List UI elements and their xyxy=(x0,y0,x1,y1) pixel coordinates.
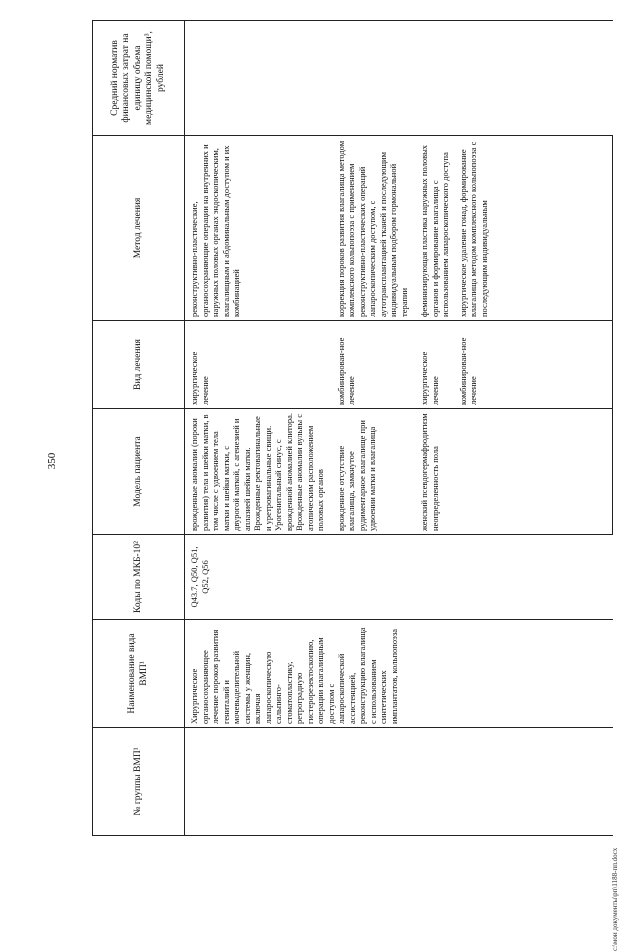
patient-model-cell: врожденные аномалии (пороки развития) тела и шейки матки, в том числе с удвоением тела матки и шейки матки, с двурогой маткой, с агенезией и аплазией шейки матки. Врожденные ректовагинальные и уретровагинальные свищи. Урогенитальный синус, с врожденной аномалией клитора. Врожденные аномалии вульвы с атопическим расположением половых органов xyxy=(185,409,327,535)
patient-model-cell: женский псевдогермафродитизм неопределенность пола xyxy=(418,409,452,535)
header-treatment-method: Метод лечения xyxy=(93,136,185,321)
header-mkb-codes: Коды по МКБ-10² xyxy=(93,535,185,620)
treatment-method-cell: хирургическое удаление гонад, формирование влагалища методом комплексного кольпопоэза с последующим индивидуальным xyxy=(452,136,491,321)
header-patient-model: Модель пациента xyxy=(93,409,185,535)
mkb-codes-cell: Q43.7, Q50, Q51, Q52, Q56 xyxy=(185,535,613,620)
treatment-method-cell: феминизирующая пластика наружных половых органов и формирование влагалища с использованием лапароскопического доступа xyxy=(418,136,452,321)
group-number-cell xyxy=(185,728,613,836)
header-cost: Средний норматив финансовых затрат на единицу объема медицинской помощи³, рублей xyxy=(93,21,185,136)
vmp-table xyxy=(92,20,613,836)
table-row xyxy=(185,21,327,836)
rotated-page-content xyxy=(92,21,542,836)
rotated-page-inner xyxy=(92,21,542,836)
page-number: 350 xyxy=(46,452,58,470)
treatment-method-cell: реконструктивно-пластические, органосохраняющие операции на внутренних и наружных половых органах эндоскопическим, влагалищным и абдоминальным доступом и их комбинацией xyxy=(185,136,327,321)
header-vmp-name: Наименование вида ВМП¹ xyxy=(93,620,185,728)
treatment-type-cell: хирургическое лечение xyxy=(418,321,452,409)
treatment-type-cell: комбинирован-ное лечение xyxy=(452,321,491,409)
table-header-row xyxy=(93,21,185,836)
vmp-name-cell: Хирургическое органосохраняющее лечение пороков развития гениталий и мочевыделительной системы у женщин, включая лапароскопическую сальпинго-стоматопластику, ретроградную гистерорезектоскопию, операции влагалищным доступом с лапароскопической ассистенцией, реконструкцию влагалища с использованием синтетических имплантатов, кольпопоэза xyxy=(185,620,613,728)
patient-model-cell xyxy=(452,409,491,535)
footer-file-path: c:\мои документы\рп\1188-пп.docx xyxy=(611,847,619,951)
treatment-method-cell: коррекция пороков развития влагалища методом комплексного кольпопоэза с применением реконструктивно-пластических операций лапароскопическим доступом, с аутотрансплантацией тканей и последующим индивидуальным подбором гормональной терапии xyxy=(335,136,411,321)
cost-cell xyxy=(185,21,613,136)
patient-model-cell: врожденное отсутствие влагалища, замкнутое рудиментарное влагалище при удвоении матки и влагалища xyxy=(335,409,411,535)
treatment-type-cell: комбинирован-ное лечение xyxy=(335,321,411,409)
header-group-number: № группы ВМП¹ xyxy=(93,728,185,836)
header-treatment-type: Вид лечения xyxy=(93,321,185,409)
treatment-type-cell: хирургическое лечение xyxy=(185,321,327,409)
